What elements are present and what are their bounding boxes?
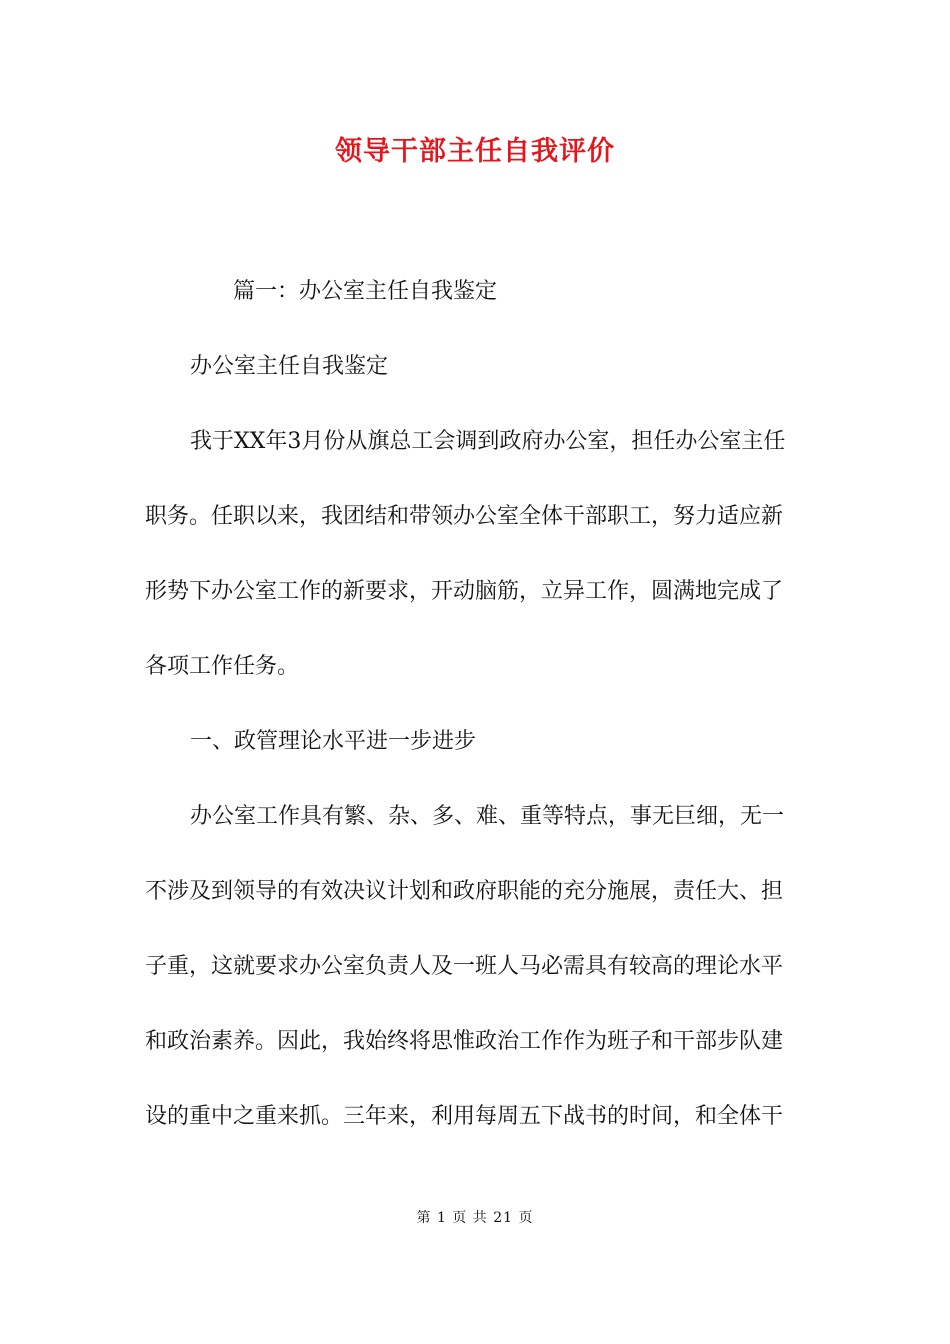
paragraph-line: 子重，这就要求办公室负责人及一班人马必需具有较高的理论水平 <box>145 954 784 979</box>
paragraph-line: 不涉及到领导的有效决议计划和政府职能的充分施展，责任大、担 <box>145 879 784 904</box>
document-title: 领导干部主任自我评价 <box>335 136 615 167</box>
paragraph-line: 设的重中之重来抓。三年来，利用每周五下战书的时间，和全体干 <box>145 1104 784 1129</box>
paragraph-line: 和政治素养。因此，我始终将思惟政治工作作为班子和干部步队建 <box>145 1029 784 1054</box>
paragraph-line: 我于XX年3月份从旗总工会调到政府办公室，担任办公室主任 <box>190 429 786 454</box>
point-heading: 一、政管理论水平进一步进步 <box>190 729 477 754</box>
section-heading: 篇一：办公室主任自我鉴定 <box>233 279 498 304</box>
paragraph-line: 职务。任职以来，我团结和带领办公室全体干部职工，努力适应新 <box>145 504 784 529</box>
page-number-footer: 第 1 页 共 21 页 <box>416 1210 534 1226</box>
paragraph-line: 办公室工作具有繁、杂、多、难、重等特点，事无巨细，无一 <box>190 804 785 829</box>
paragraph-line: 形势下办公室工作的新要求，开动脑筋，立异工作，圆满地完成了 <box>145 579 784 604</box>
paragraph-line: 各项工作任务。 <box>145 654 300 679</box>
subtitle: 办公室主任自我鉴定 <box>190 354 389 379</box>
